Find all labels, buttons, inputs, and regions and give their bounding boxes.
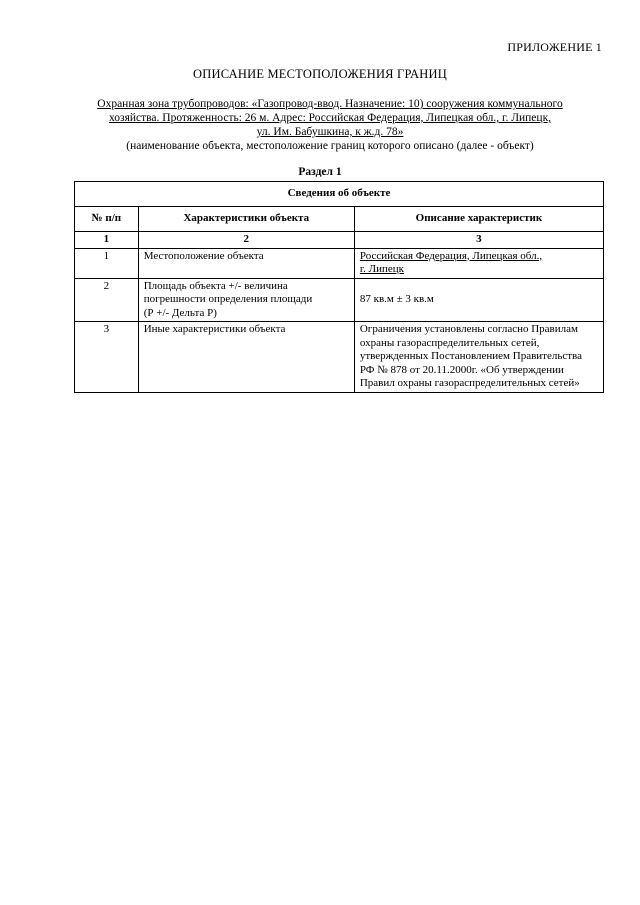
object-name-note: (наименование объекта, местоположение границ которого описано (далее - объект) (126, 140, 534, 152)
row-characteristic (138, 278, 354, 322)
column-header-row (75, 207, 604, 232)
object-name-line-3: ул. Им. Бабушкина, к ж.д. 78» (256, 126, 404, 138)
row-characteristic: Местоположение объекта (138, 248, 354, 278)
row-description: Ограничения установлены согласно Правилам охраны газораспределительных сетей, утвержденных Постановлением Правительства РФ № 878 от 20.11.2000г. «Об утверждении Правил охраны газораспределительных сетей» (354, 322, 603, 393)
column-header-description: Описание характеристик (354, 207, 603, 232)
row-characteristic-line-3: (Р +/- Дельта Р) (143, 306, 217, 319)
row-characteristic-line-2: погрешности определения площади (143, 293, 313, 305)
column-number-2: 2 (138, 232, 354, 249)
column-header-number: № п/п (75, 207, 139, 232)
column-number-3: 3 (354, 232, 603, 249)
row-description-line-2: г. Липецк (359, 263, 404, 275)
column-header-characteristic: Характеристики объекта (138, 207, 354, 232)
table-title-row (75, 182, 604, 207)
object-name-line-1: Охранная зона трубопроводов: «Газопровод-ввод. Назначение: 10) сооружения коммунального (97, 98, 563, 110)
row-number: 1 (75, 248, 139, 278)
row-characteristic: Иные характеристики объекта (138, 322, 354, 393)
column-number-1: 1 (75, 232, 139, 249)
page-title: ОПИСАНИЕ МЕСТОПОЛОЖЕНИЯ ГРАНИЦ (193, 67, 447, 81)
table-row (75, 248, 604, 278)
object-name-line-2: хозяйства. Протяженность: 26 м. Адрес: Российская Федерация, Липецкая обл., г. Липецк, (108, 112, 552, 124)
object-info-table (74, 181, 604, 393)
section-label: Раздел 1 (298, 166, 342, 178)
row-characteristic-line-1: Площадь объекта +/- величина (143, 279, 288, 292)
table-row (75, 322, 604, 393)
row-number: 2 (75, 278, 139, 322)
column-number-row (75, 232, 604, 249)
row-description (354, 248, 603, 278)
row-description-line-1: Российская Федерация, Липецкая обл., (359, 249, 543, 262)
row-description: 87 кв.м ± 3 кв.м (354, 278, 603, 322)
row-number: 3 (75, 322, 139, 393)
table-row (75, 278, 604, 322)
appendix-label: ПРИЛОЖЕНИЕ 1 (507, 40, 602, 54)
object-name-block (60, 97, 600, 153)
table-title: Сведения об объекте (75, 182, 604, 207)
